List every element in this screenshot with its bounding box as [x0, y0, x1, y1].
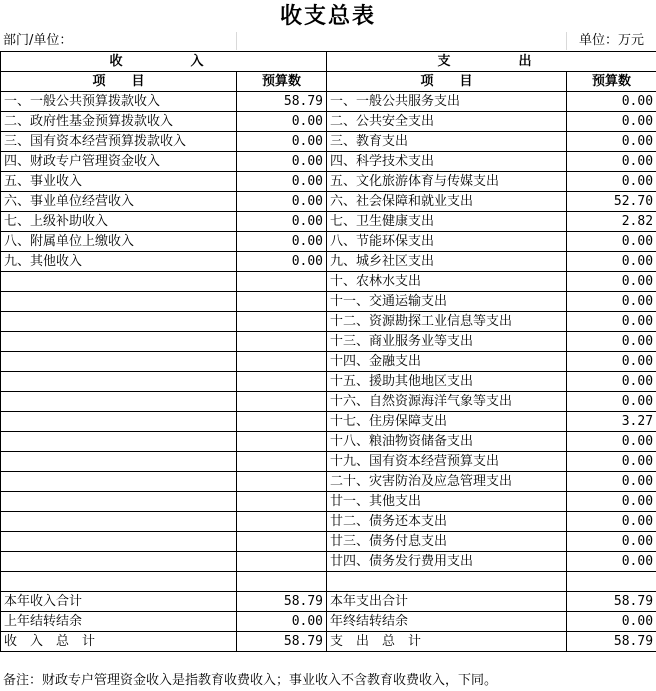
expense-item-label: 廿三、债务付息支出	[327, 532, 567, 552]
table-row	[1, 472, 656, 492]
income-item-value: 0.00	[237, 112, 327, 132]
income-item-label: 七、上级补助收入	[1, 212, 237, 232]
expense-total-label: 支 出 总 计	[327, 632, 567, 652]
expense-item-label: 一、一般公共服务支出	[327, 92, 567, 112]
table-row	[1, 432, 656, 452]
income-item-value: 0.00	[237, 172, 327, 192]
expense-item-value: 0.00	[567, 152, 656, 172]
expense-total-value: 58.79	[567, 592, 656, 612]
expense-item-label: 八、节能环保支出	[327, 232, 567, 252]
income-item-label	[1, 372, 237, 392]
table-row	[1, 212, 656, 232]
expense-item-label: 十二、资源勘探工业信息等支出	[327, 312, 567, 332]
income-item-value	[237, 512, 327, 532]
expense-item-value: 0.00	[567, 272, 656, 292]
income-item-value	[237, 332, 327, 352]
expense-item-label: 十六、自然资源海洋气象等支出	[327, 392, 567, 412]
expense-item-label: 五、文化旅游体育与传媒支出	[327, 172, 567, 192]
expense-item-value: 0.00	[567, 312, 656, 332]
expense-item-value: 0.00	[567, 232, 656, 252]
table-row	[1, 232, 656, 252]
income-item-label: 二、政府性基金预算拨款收入	[1, 112, 237, 132]
income-item-label	[1, 472, 237, 492]
income-item-label	[1, 512, 237, 532]
income-item-label	[1, 492, 237, 512]
divider	[566, 32, 567, 50]
income-item-label	[1, 432, 237, 452]
expense-item-value: 0.00	[567, 352, 656, 372]
income-item-label	[1, 532, 237, 552]
expense-item-label: 六、社会保障和就业支出	[327, 192, 567, 212]
table-row	[1, 172, 656, 192]
table-row	[1, 292, 656, 312]
table-row	[1, 412, 656, 432]
expense-item-value: 0.00	[567, 252, 656, 272]
column-header-row	[1, 72, 656, 92]
income-item-value: 0.00	[237, 152, 327, 172]
table-row	[1, 352, 656, 372]
page-title: 收支总表	[279, 4, 376, 29]
expense-item-value: 0.00	[567, 112, 656, 132]
expense-item-label: 四、科学技术支出	[327, 152, 567, 172]
expense-item-value: 0.00	[567, 372, 656, 392]
expense-col-item: 项 目	[327, 72, 567, 92]
income-item-label	[1, 412, 237, 432]
table-row	[1, 372, 656, 392]
expense-total-label: 年终结转结余	[327, 612, 567, 632]
expense-item-label: 七、卫生健康支出	[327, 212, 567, 232]
blank-cell	[1, 572, 237, 592]
table-row	[1, 452, 656, 472]
income-item-value: 0.00	[237, 212, 327, 232]
expense-item-label: 二、公共安全支出	[327, 112, 567, 132]
income-item-label: 三、国有资本经营预算拨款收入	[1, 132, 237, 152]
table-row	[1, 532, 656, 552]
section-header-row	[1, 52, 656, 72]
table-row	[1, 132, 656, 152]
budget-table	[0, 51, 656, 652]
income-item-value: 0.00	[237, 252, 327, 272]
income-header: 收 入	[1, 52, 327, 72]
expense-item-label: 十一、交通运输支出	[327, 292, 567, 312]
income-item-value	[237, 492, 327, 512]
expense-total-label: 本年支出合计	[327, 592, 567, 612]
income-item-value	[237, 312, 327, 332]
income-item-value: 58.79	[237, 92, 327, 112]
expense-item-label: 廿二、债务还本支出	[327, 512, 567, 532]
expense-item-label: 二十、灾害防治及应急管理支出	[327, 472, 567, 492]
expense-total-value: 58.79	[567, 632, 656, 652]
income-item-label	[1, 552, 237, 572]
income-item-value	[237, 452, 327, 472]
income-item-label: 四、财政专户管理资金收入	[1, 152, 237, 172]
unit-label: 单位：万元	[578, 33, 644, 48]
income-item-value	[237, 432, 327, 452]
table-row	[1, 252, 656, 272]
expense-item-value: 0.00	[567, 512, 656, 532]
income-col-budget: 预算数	[237, 72, 327, 92]
blank-cell	[327, 572, 567, 592]
table-row	[1, 492, 656, 512]
expense-item-value: 0.00	[567, 172, 656, 192]
income-item-label: 九、其他收入	[1, 252, 237, 272]
income-item-value	[237, 292, 327, 312]
expense-col-budget: 预算数	[567, 72, 656, 92]
blank-cell	[237, 572, 327, 592]
income-item-label	[1, 292, 237, 312]
expense-item-label: 九、城乡社区支出	[327, 252, 567, 272]
table-row	[1, 512, 656, 532]
blank-cell	[567, 572, 656, 592]
income-total-value: 58.79	[237, 632, 327, 652]
expense-item-value: 2.82	[567, 212, 656, 232]
table-row	[1, 332, 656, 352]
expense-item-value: 0.00	[567, 492, 656, 512]
income-item-value	[237, 472, 327, 492]
total-row	[1, 632, 656, 652]
table-row	[1, 192, 656, 212]
spacer-row	[1, 572, 656, 592]
table-row	[1, 272, 656, 292]
income-item-value	[237, 272, 327, 292]
expense-item-label: 十八、粮油物资储备支出	[327, 432, 567, 452]
expense-item-label: 廿四、债务发行费用支出	[327, 552, 567, 572]
expense-item-value: 0.00	[567, 472, 656, 492]
income-total-label: 本年收入合计	[1, 592, 237, 612]
expense-item-value: 3.27	[567, 412, 656, 432]
income-item-label: 一、一般公共预算拨款收入	[1, 92, 237, 112]
expense-item-value: 0.00	[567, 552, 656, 572]
income-item-label	[1, 312, 237, 332]
income-item-value	[237, 392, 327, 412]
table-row	[1, 552, 656, 572]
income-item-label	[1, 272, 237, 292]
income-item-value	[237, 352, 327, 372]
expense-item-value: 52.70	[567, 192, 656, 212]
table-row	[1, 312, 656, 332]
table-row	[1, 112, 656, 132]
table-row	[1, 392, 656, 412]
income-item-value: 0.00	[237, 132, 327, 152]
income-item-value	[237, 372, 327, 392]
income-item-label	[1, 452, 237, 472]
income-item-value: 0.00	[237, 192, 327, 212]
expense-item-label: 十、农林水支出	[327, 272, 567, 292]
expense-item-value: 0.00	[567, 392, 656, 412]
income-total-value: 58.79	[237, 592, 327, 612]
income-item-label: 六、事业单位经营收入	[1, 192, 237, 212]
expense-item-label: 三、教育支出	[327, 132, 567, 152]
income-item-label	[1, 392, 237, 412]
dept-label: 部门/单位：	[3, 33, 73, 48]
expense-header: 支 出	[327, 52, 656, 72]
expense-item-label: 廿一、其他支出	[327, 492, 567, 512]
expense-item-label: 十九、国有资本经营预算支出	[327, 452, 567, 472]
income-item-value: 0.00	[237, 232, 327, 252]
expense-item-label: 十七、住房保障支出	[327, 412, 567, 432]
total-row	[1, 612, 656, 632]
expense-item-value: 0.00	[567, 92, 656, 112]
income-item-label	[1, 352, 237, 372]
expense-item-label: 十四、金融支出	[327, 352, 567, 372]
expense-item-label: 十三、商业服务业等支出	[327, 332, 567, 352]
income-item-value	[237, 532, 327, 552]
expense-total-value: 0.00	[567, 612, 656, 632]
expense-item-value: 0.00	[567, 452, 656, 472]
expense-item-value: 0.00	[567, 292, 656, 312]
expense-item-label: 十五、援助其他地区支出	[327, 372, 567, 392]
expense-item-value: 0.00	[567, 532, 656, 552]
income-item-label: 八、附属单位上缴收入	[1, 232, 237, 252]
table-row	[1, 92, 656, 112]
income-item-value	[237, 552, 327, 572]
income-item-label	[1, 332, 237, 352]
income-total-value: 0.00	[237, 612, 327, 632]
income-total-label: 上年结转结余	[1, 612, 237, 632]
expense-item-value: 0.00	[567, 132, 656, 152]
income-item-label: 五、事业收入	[1, 172, 237, 192]
footnote: 备注：财政专户管理资金收入是指教育收费收入；事业收入不含教育收费收入，下同。	[3, 673, 498, 688]
total-row	[1, 592, 656, 612]
table-row	[1, 152, 656, 172]
income-item-value	[237, 412, 327, 432]
income-total-label: 收 入 总 计	[1, 632, 237, 652]
divider	[236, 32, 237, 50]
expense-item-value: 0.00	[567, 432, 656, 452]
income-col-item: 项 目	[1, 72, 237, 92]
expense-item-value: 0.00	[567, 332, 656, 352]
